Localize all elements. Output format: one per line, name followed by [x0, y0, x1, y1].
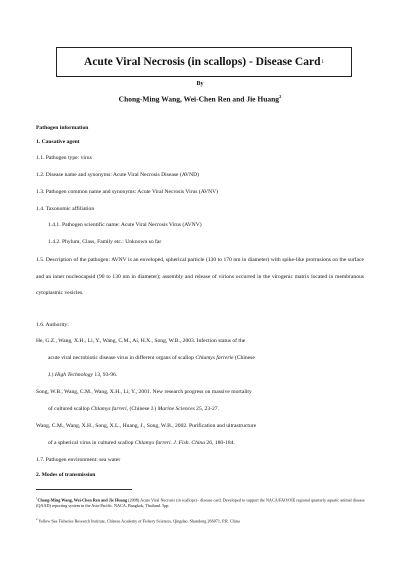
reference-1-line-2 — [48, 355, 255, 362]
reference-1-text: acute viral necrobiotic disease virus in different organs of scallop — [48, 355, 196, 361]
reference-1-text-post: (Chinese — [233, 355, 255, 361]
section-pathogen-information: Pathogen information — [36, 125, 89, 131]
item-1-3: 1.3. Pathogen common name and synonyms: Acute Viral Necrosis Virus (AVNV) — [36, 189, 219, 195]
authors-line — [0, 94, 400, 104]
footnote-2-marker: 2 — [36, 517, 38, 521]
reference-2-text-mid: , (Chinese J.) — [126, 406, 158, 412]
footnote-1-text: (2008) Acute Viral Necrosis (in scallops) - disease card. Developed to support the NACA/FAO/OIE regional quarterly aquatic animal disease (QAAD) reporting system in the Asia-Pacific. NACA, Bangkok, Thailand. 5pp. — [36, 497, 365, 509]
item-1-6: 1.6. Authority: — [36, 322, 69, 328]
item-1-4-1: 1.4.1. Pathogen scientific name: Acute Viral Necrosis Virus (AVNV) — [48, 222, 202, 228]
reference-2-line-2 — [48, 406, 219, 413]
reference-2-species: Chlamys farreri — [91, 406, 127, 412]
authors: Chong-Ming Wang, Wei-Chen Ren and Jie Huang — [118, 94, 280, 104]
reference-2-text: of cultured scallop — [48, 406, 92, 412]
reference-1-journal: High Technology — [54, 372, 94, 378]
footnote-2-text: Yellow Sea Fisheries Research Institute, Chinese Academy of Fishery Sciences, Qingdao, Shandong 266071, P.R. China — [37, 518, 240, 524]
footnote-2 — [36, 516, 366, 524]
reference-2-line-1: Song, W.B., Wang, C.M., Wang, X.H., Li, Y., 2001. New research progress on massive mortality — [36, 389, 252, 395]
footnote-1 — [36, 495, 366, 509]
footnote-1-authors: Chong-Ming Wang, Wei-Chen Ren and Jie Huang — [37, 497, 128, 503]
reference-3-volume: 26, 180-184. — [205, 440, 235, 446]
reference-3-journal: Chlamys farreri. J. Fish. China — [134, 440, 206, 446]
footnote-1-marker: 1 — [36, 496, 38, 500]
reference-2-volume: 25, 23-27. — [194, 406, 220, 412]
item-1-5: 1.5. Description of the pathogen: AVNV is an enveloped, spherical particle (130 to 170 nm in diameter) with spike-like protrusions on the surface and an inner nucleocapsid (90 to 130 nm in diameter); assembly and release of virions occurred in the virogenic matrix located in membranous cytoplasmic vesicles. — [36, 257, 364, 296]
reference-2-journal: Marine Sciences — [157, 406, 195, 412]
item-1-7: 1.7. Pathogen environment: sea water — [36, 457, 121, 463]
reference-1-line-3 — [48, 372, 117, 379]
item-1-2: 1.2. Disease name and synonyms: Acute Viral Necrosis Disease (AVND) — [36, 172, 200, 178]
title-box — [56, 47, 352, 77]
reference-1-species: Chlamys farrerie — [195, 355, 234, 361]
reference-3-line-1: Wang, C.M., Wang, X.H., Song, X.L., Huang, J., Song, W.B., 2002. Purification and ultrastructure — [36, 423, 257, 429]
reference-1-journal-prefix: J.) — [48, 372, 55, 378]
heading-causative-agent: 1. Causative agent — [36, 139, 80, 145]
item-1-4: 1.4. Taxonomic affiliation — [36, 206, 95, 212]
reference-1-volume: 13, 93-96. — [93, 372, 118, 378]
footnote-divider — [36, 489, 132, 490]
reference-3-text: of a spherical virus in cultured scallop — [48, 440, 135, 446]
reference-3-line-2 — [48, 440, 235, 447]
authors-footnote-marker: 2 — [279, 94, 282, 99]
reference-1-line-1: He, G.Z., Wang, X.H., Li, Y., Wang, C.M., Ai, H.X., Song, W.B., 2003. Infection status of the — [36, 338, 246, 344]
title-footnote-marker: 1 — [321, 59, 324, 65]
item-1-4-2: 1.4.2. Phylum, Class, Family etc.: Unknown so far — [48, 239, 162, 245]
document-title: Acute Viral Necrosis (in scallops) - Disease Card — [84, 56, 321, 68]
item-1-1: 1.1. Pathogen type: virus — [36, 155, 92, 161]
heading-modes-of-transmission: 2. Modes of transmission — [36, 472, 96, 478]
by-line: By — [196, 81, 204, 87]
